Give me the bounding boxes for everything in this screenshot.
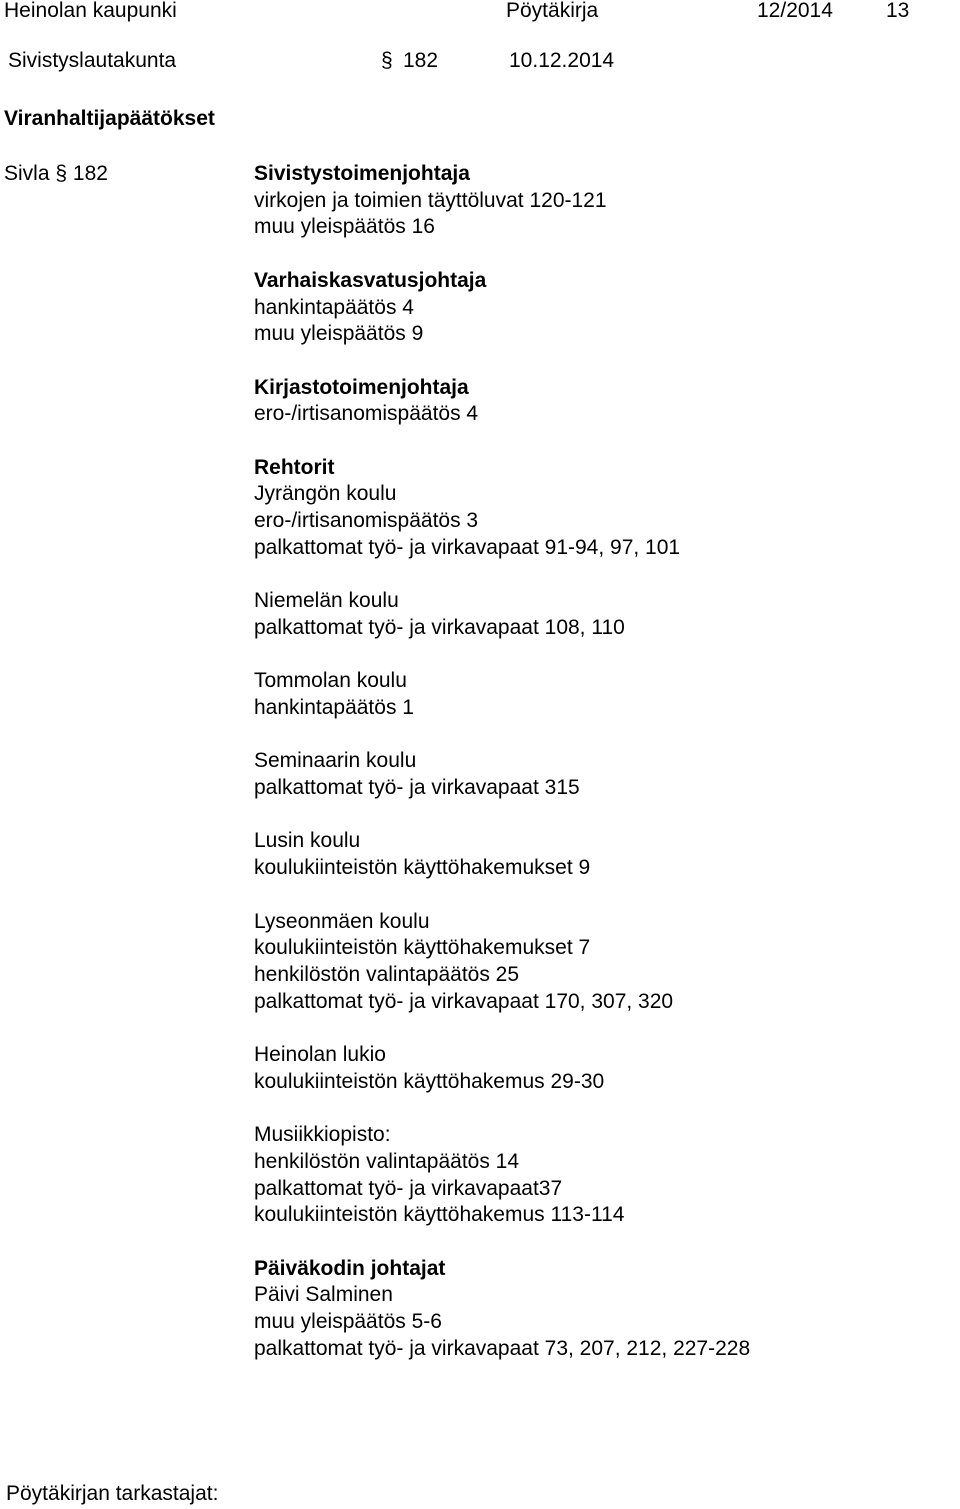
section-label-number: 182 (72, 162, 108, 185)
page-number: 13 (886, 0, 910, 22)
section-line: muu yleispäätös 5-6 (254, 1310, 442, 1334)
section-line: Jyrängön koulu (254, 482, 397, 506)
section-heading: Kirjastotoimenjohtaja (254, 375, 469, 399)
decision-section (254, 1122, 750, 1229)
document-number: 12/2014 (757, 0, 833, 22)
section-heading: Lusin koulu (254, 829, 361, 853)
section-line: Päivi Salminen (254, 1283, 393, 1307)
decision-section (254, 161, 750, 241)
section-line: koulukiinteistön käyttöhakemukset 7 (254, 936, 591, 960)
meeting-date: 10.12.2014 (509, 49, 615, 72)
committee-name: Sivistyslautakunta (8, 49, 177, 72)
section-line: ero-/irtisanomispäätös 3 (254, 509, 479, 533)
section-line: koulukiinteistön käyttöhakemus 29-30 (254, 1069, 605, 1093)
decision-section (254, 828, 750, 881)
decision-section (254, 909, 750, 1016)
document-type: Pöytäkirja (506, 0, 599, 22)
section-heading: Seminaarin koulu (254, 749, 417, 773)
section-line: henkilöstön valintapäätös 25 (254, 962, 520, 986)
decision-section (254, 668, 750, 721)
section-heading: Heinolan lukio (254, 1043, 386, 1067)
section-heading: Lyseonmäen koulu (254, 909, 430, 933)
minutes-checkers-label: Pöytäkirjan tarkastajat: (6, 1482, 219, 1505)
section-line: palkattomat työ- ja virkavapaat 108, 110 (254, 615, 625, 639)
section-heading: Tommolan koulu (254, 669, 407, 693)
page-title: Viranhaltijapäätökset (4, 107, 215, 130)
section-heading: Niemelän koulu (254, 589, 399, 613)
section-line: ero-/irtisanomispäätös 4 (254, 402, 479, 426)
section-line: koulukiinteistön käyttöhakemukset 9 (254, 856, 591, 880)
meeting-section-number: 182 (403, 49, 439, 72)
decision-list (254, 161, 750, 1389)
section-line: hankintapäätös 1 (254, 695, 414, 719)
section-symbol: § (381, 49, 393, 72)
organization-name: Heinolan kaupunki (4, 0, 177, 22)
section-line: palkattomat työ- ja virkavapaat 73, 207, 212, 227-228 (254, 1336, 751, 1360)
decision-section (254, 268, 750, 348)
section-line: muu yleispäätös 16 (254, 215, 435, 239)
section-line: koulukiinteistön käyttöhakemus 113-114 (254, 1203, 625, 1227)
section-heading: Varhaiskasvatusjohtaja (254, 268, 487, 292)
decision-section (254, 748, 750, 801)
section-line: palkattomat työ- ja virkavapaat 315 (254, 776, 580, 800)
decision-section (254, 1042, 750, 1095)
section-heading: Musiikkiopisto: (254, 1123, 391, 1147)
section-line: henkilöstön valintapäätös 14 (254, 1149, 520, 1173)
decision-section (254, 1256, 750, 1363)
decision-section (254, 588, 750, 641)
section-line: virkojen ja toimien täyttöluvat 120-121 (254, 188, 607, 212)
section-heading: Sivistystoimenjohtaja (254, 162, 470, 185)
section-line: hankintapäätös 4 (254, 295, 414, 319)
section-label-name: Sivla (4, 162, 50, 185)
decision-section (254, 455, 750, 562)
section-heading: Päiväkodin johtajat (254, 1256, 446, 1280)
section-label (4, 161, 108, 188)
section-label-symbol: § (55, 162, 68, 185)
decision-section (254, 375, 750, 428)
section-line: palkattomat työ- ja virkavapaat 91-94, 97, 101 (254, 535, 681, 559)
section-line: muu yleispäätös 9 (254, 322, 424, 346)
section-heading: Rehtorit (254, 455, 335, 479)
section-line: palkattomat työ- ja virkavapaat37 (254, 1176, 563, 1200)
section-line: palkattomat työ- ja virkavapaat 170, 307, 320 (254, 989, 674, 1013)
